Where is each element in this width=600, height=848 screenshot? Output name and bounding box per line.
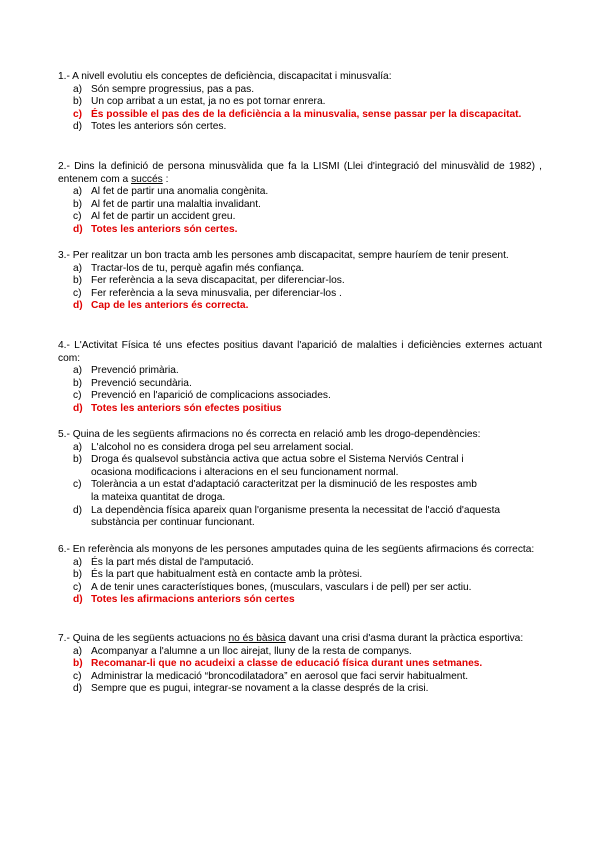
question-1-option-b: b) Un cop arribat a un estat, ja no es pot tornar enrera. (73, 96, 326, 108)
question-2-option-a: a) Al fet de partir una anomalia congènita. (73, 186, 269, 198)
question-1-option-c: c) És possible el pas des de la deficiència a la minusvalia, sense passar per la discapacitat. (73, 108, 522, 120)
question-6-option-c: c) A de tenir unes característiques bones, (musculars, vasculars i de pell) per ser actiu. (73, 581, 472, 593)
question-4 (58, 340, 542, 416)
question-1 (58, 71, 542, 134)
underlined-term: no és bàsica (228, 633, 286, 644)
question-6-option-b: b) És la part que habitualment està en contacte amb la pròtesi. (73, 569, 363, 581)
question-1-option-a: a) Són sempre progressius, pas a pas. (73, 83, 255, 95)
question-7-stem: 7.- Quina de les següents actuacions no és bàsica davant una crisi d'asma durant la pràctica esportiva: (58, 633, 524, 644)
question-5-option-c: c) Tolerància a un estat d'adaptació caracteritzat per la disminució de les respostes amb la mateixa quantitat de droga. (73, 479, 477, 503)
question-6-stem: 6.- En referència als monyons de les persones amputades quina de les següents afirmacions és correcta: (58, 544, 535, 555)
question-7-option-b: b) Recomanar-li que no acudeixi a classe de educació física durant unes setmanes. (73, 658, 483, 670)
underlined-term: succés (131, 173, 163, 185)
question-4-stem: 4.- L'Activitat Física té uns efectes positius davant l'aparició de malalties i deficiències externes actuant com: (58, 340, 542, 364)
question-3-option-d: d) Cap de les anteriors és correcta. (73, 300, 249, 312)
question-4-option-b: b) Prevenció secundària. (73, 377, 192, 389)
question-2-stem: 2.- Dins la definició de persona minusvàlida que fa la LISMI (Llei d'integració del minusvàlid de 1982) , entenem com a succés : (58, 161, 542, 185)
question-6-option-d: d) Totes les afirmacions anteriors són certes (73, 594, 295, 606)
question-1-stem: 1.- A nivell evolutiu els conceptes de deficiència, discapacitat i minusvalía: (58, 71, 392, 82)
question-3-option-b: b) Fer referència a la seva discapacitat, per diferenciar-los. (73, 275, 345, 287)
question-2-option-d: d) Totes les anteriors són certes. (73, 223, 238, 235)
question-1-option-d: d) Totes les anteriors són certes. (73, 121, 227, 133)
question-5 (58, 429, 542, 530)
question-5-option-d: d) La dependència física apareix quan l'organisme presenta la necessitat de l'acció d'aquesta substància per continuar funcionant. (73, 504, 501, 529)
question-3-option-a: a) Tractar-los de tu, perquè agafin més confiança. (73, 262, 305, 274)
question-5-stem: 5.- Quina de les següents afirmacions no és correcta en relació amb les drogo-dependències: (58, 429, 481, 440)
question-4-option-c: c) Prevenció en l'aparició de complicacions associades. (73, 390, 331, 402)
question-5-option-a: a) L'alcohol no es considera droga pel seu arrelament social. (73, 441, 354, 453)
question-3 (58, 250, 542, 313)
question-7-option-c: c) Administrar la medicació “broncodilatadora” en aerosol que faci servir habitualment. (73, 670, 469, 682)
question-5-option-b: b) Droga és qualsevol substància activa que actua sobre el Sistema Nerviós Central i ocasiona modificacions i alteracions en el seu funcionament normal. (73, 454, 464, 478)
question-2-option-b: b) Al fet de partir una malaltia invalidant. (73, 198, 261, 210)
question-3-option-c: c) Fer referència a la seva minusvalia, per diferenciar-los . (73, 287, 342, 299)
question-7-option-d: d) Sempre que es pugui, integrar-se novament a la classe després de la crisi. (73, 683, 429, 695)
question-6 (58, 544, 542, 607)
question-2-option-c: c) Al fet de partir un accident greu. (73, 211, 236, 223)
question-7-option-a: a) Acompanyar a l'alumne a un lloc airejat, lluny de la resta de companys. (73, 645, 412, 657)
question-4-option-d: d) Totes les anteriors són efectes positius (73, 402, 282, 414)
question-7 (58, 633, 542, 696)
question-6-option-a: a) És la part més distal de l'amputació. (73, 556, 254, 568)
question-2 (58, 161, 542, 237)
question-4-option-a: a) Prevenció primària. (73, 365, 179, 377)
question-3-stem: 3.- Per realitzar un bon tracta amb les persones amb discapacitat, sempre hauríem de tenir present. (58, 250, 509, 261)
